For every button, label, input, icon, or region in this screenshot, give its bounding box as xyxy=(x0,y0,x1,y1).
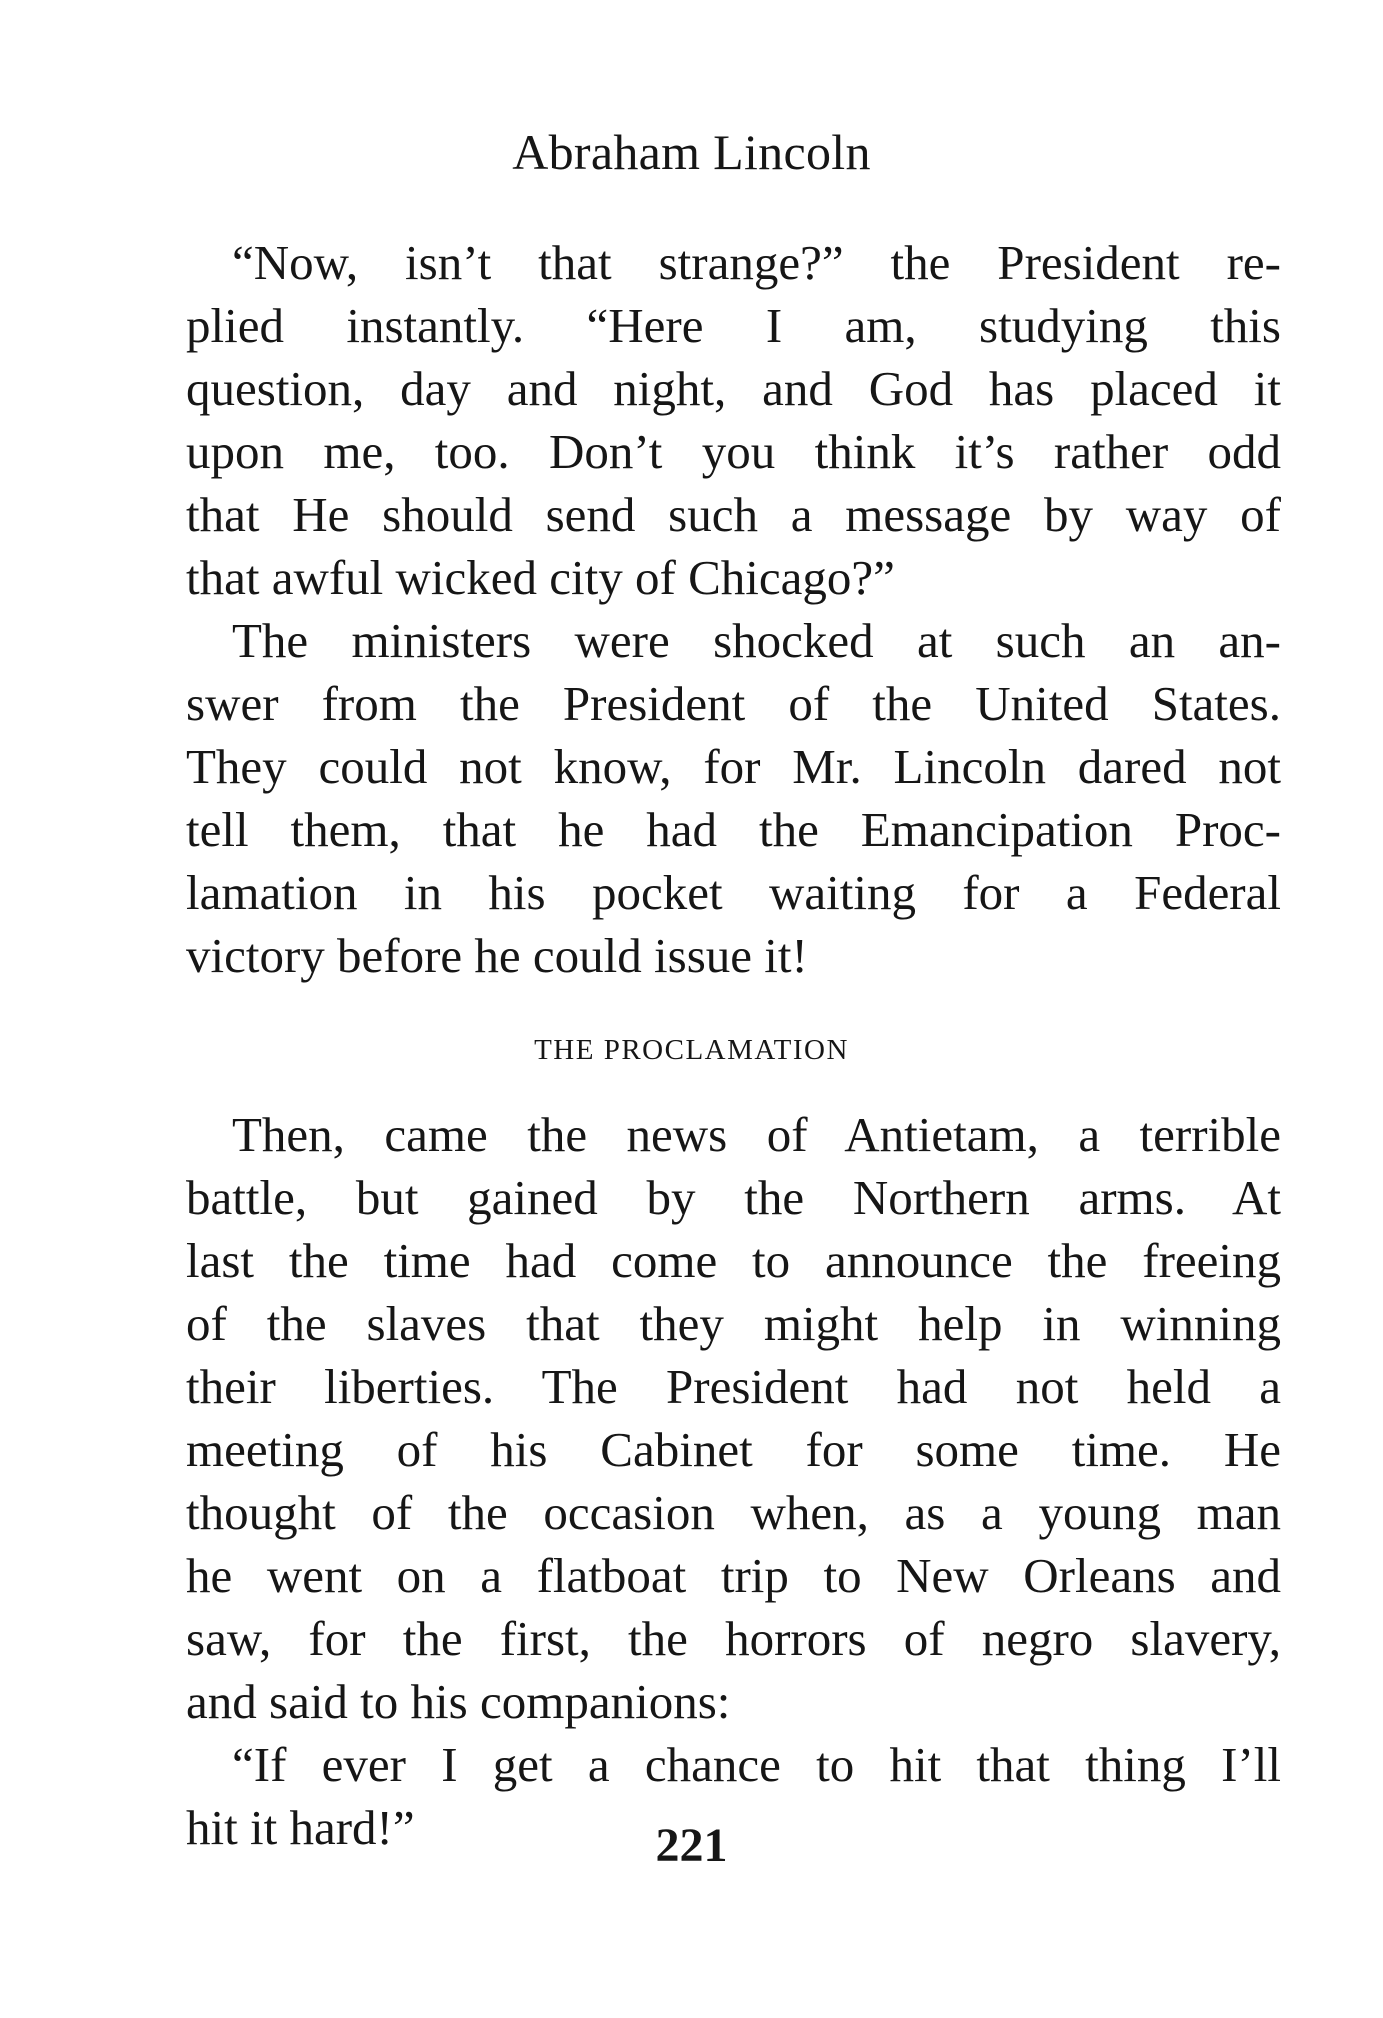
text-line: that He should send such a message by way of xyxy=(186,487,1281,542)
text-line: lamation in his pocket waiting for a Federal xyxy=(186,865,1281,920)
text-line: of the slaves that they might help in winning xyxy=(186,1296,1281,1351)
text-line: victory before he could issue it! xyxy=(186,928,808,983)
text-line: question, day and night, and God has placed it xyxy=(186,361,1281,416)
text-line: hit it hard!” xyxy=(186,1800,415,1855)
text-line: meeting of his Cabinet for some time. He xyxy=(186,1422,1281,1477)
text-block-two xyxy=(186,1103,1281,1859)
text-line: upon me, too. Don’t you think it’s rather odd xyxy=(186,424,1281,479)
text-line: their liberties. The President had not held a xyxy=(186,1359,1281,1414)
text-line: “If ever I get a chance to hit that thing I’ll xyxy=(232,1737,1281,1792)
text-line: plied instantly. “Here I am, studying this xyxy=(186,298,1281,353)
text-line: swer from the President of the United States. xyxy=(186,676,1281,731)
text-line: and said to his companions: xyxy=(186,1674,731,1729)
text-line: They could not know, for Mr. Lincoln dared not xyxy=(186,739,1281,794)
running-head: Abraham Lincoln xyxy=(512,124,871,180)
text-line: Then, came the news of Antietam, a terrible xyxy=(232,1107,1281,1162)
text-line: saw, for the first, the horrors of negro slavery, xyxy=(186,1611,1281,1666)
text-line: that awful wicked city of Chicago?” xyxy=(186,550,895,605)
text-line: he went on a flatboat trip to New Orleans and xyxy=(186,1548,1281,1603)
text-line: The ministers were shocked at such an an- xyxy=(232,613,1281,668)
text-line: thought of the occasion when, as a young man xyxy=(186,1485,1281,1540)
section-heading: THE PROCLAMATION xyxy=(534,1034,849,1066)
text-line: last the time had come to announce the freeing xyxy=(186,1233,1281,1288)
text-line: tell them, that he had the Emancipation Proc- xyxy=(186,802,1281,857)
page-number: 221 xyxy=(655,1819,728,1872)
text-block-one xyxy=(186,231,1281,987)
text-line: battle, but gained by the Northern arms. At xyxy=(186,1170,1281,1225)
text-line: “Now, isn’t that strange?” the President re- xyxy=(232,235,1281,290)
